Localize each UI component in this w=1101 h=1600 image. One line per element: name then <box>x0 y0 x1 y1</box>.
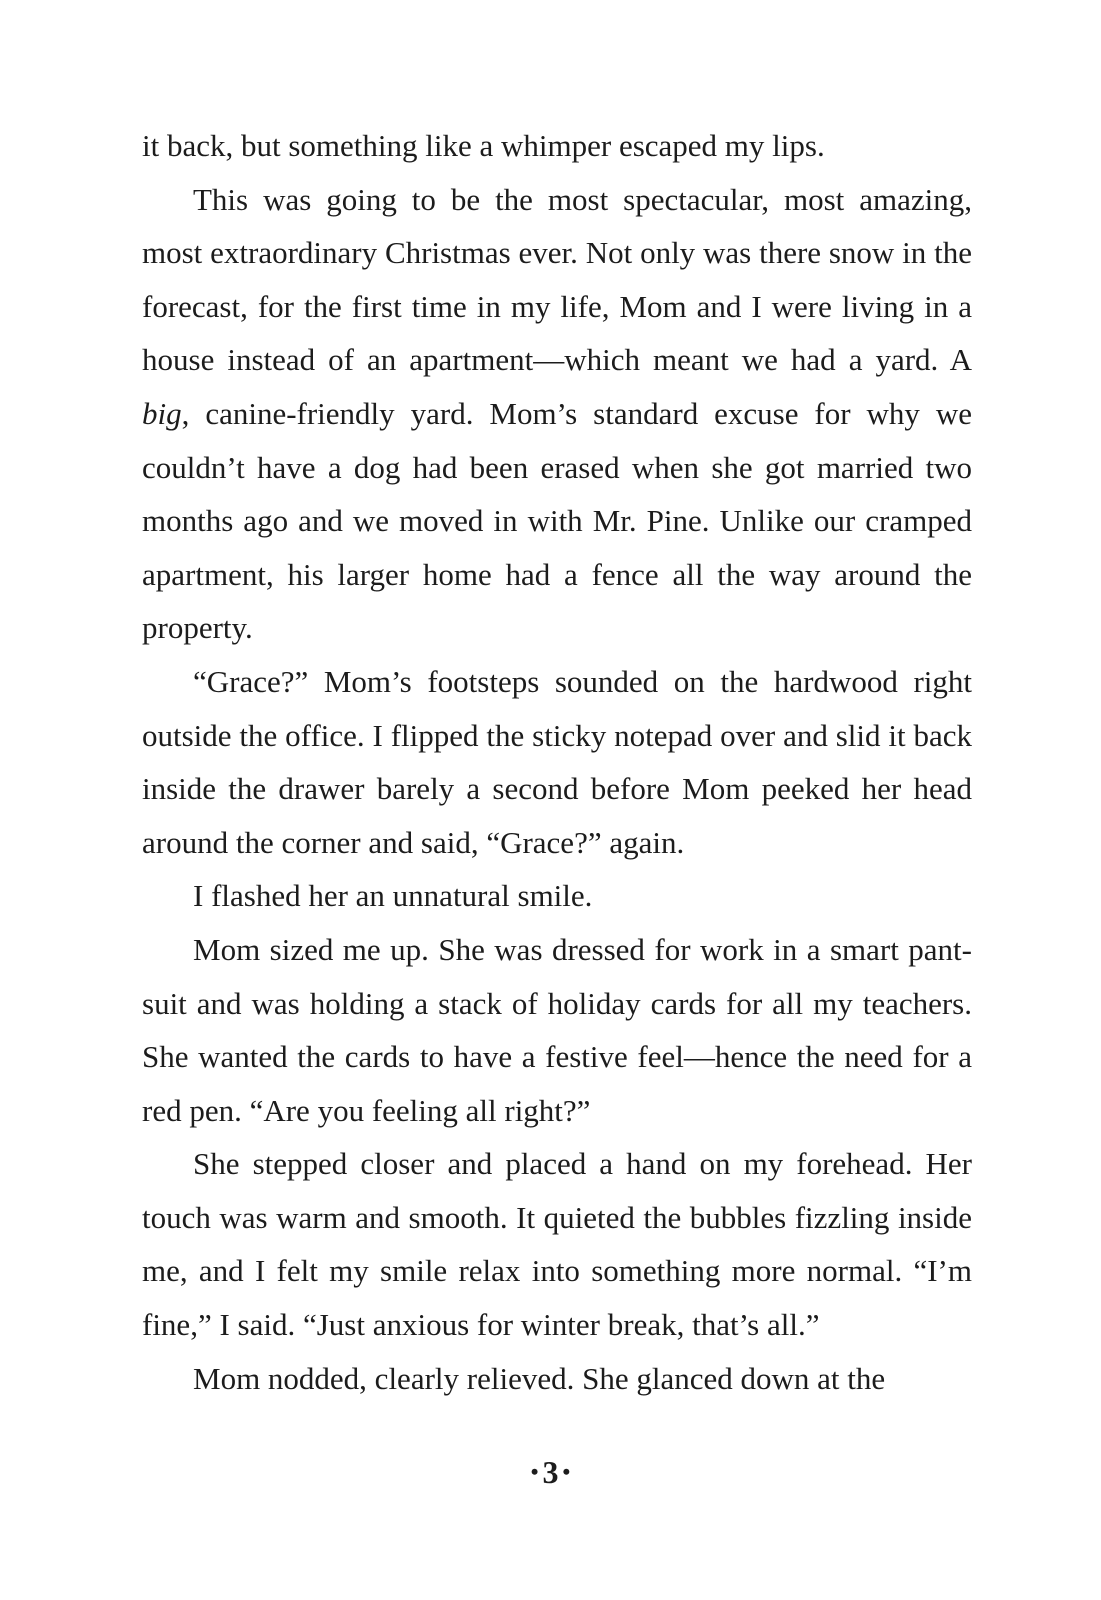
paragraph-3-text: “Grace?” Mom’s footsteps sounded on the hardwood right outside the office. I flipped the sticky notepad over and slid it back inside the drawer barely a second before Mom peeked her head around the corner and said, “Grace?” again. <box>142 663 972 860</box>
paragraph-3 <box>142 655 972 869</box>
paragraph-1-text: it back, but something like a whimper escaped my lips. <box>142 128 825 163</box>
body-text <box>142 119 972 1405</box>
paragraph-5-text: Mom sized me up. She was dressed for work in a smart pantsuit and was holding a stack of holiday cards for all my teachers. She wanted the cards to have a festive feel—hence the need for a red pen. “Are you feeling all right?” <box>142 931 972 1128</box>
paragraph-2-italic-word: big <box>142 395 182 431</box>
paragraph-7 <box>142 1352 972 1406</box>
page-number: 3 <box>542 1454 559 1490</box>
paragraph-2-text-a: This was going to be the most spectacular, most amazing, most extraordinary Christmas ever. Not only was there snow in the forecast, for the first time in my life, Mom and I were living in a house instead of an apartment—which meant we had a yard. A <box>142 181 972 378</box>
paragraph-5 <box>142 923 972 1137</box>
paragraph-1 <box>142 119 972 173</box>
paragraph-6-text: She stepped closer and placed a hand on my forehead. Her touch was warm and smooth. It quieted the bubbles fizzling inside me, and I felt my smile relax into something more normal. “I’m fine,” I said. “Just anxious for winter break, that’s all.” <box>142 1146 972 1343</box>
paragraph-2 <box>142 173 972 655</box>
page-number-footer <box>0 1452 1101 1492</box>
paragraph-6 <box>142 1137 972 1351</box>
folio-dot-left: • <box>530 1459 539 1484</box>
paragraph-2-text-b: , canine-friendly yard. Mom’s standard excuse for why we couldn’t have a dog had been erased when she got married two months ago and we moved in with Mr. Pine. Unlike our cramped apartment, his larger home had a fence all the way around the property. <box>142 395 972 646</box>
paragraph-4-text: I flashed her an unnatural smile. <box>193 878 593 914</box>
folio-dot-right: • <box>562 1459 571 1484</box>
paragraph-7-text: Mom nodded, clearly relieved. She glanced down at the <box>193 1360 886 1396</box>
paragraph-4 <box>142 869 972 923</box>
